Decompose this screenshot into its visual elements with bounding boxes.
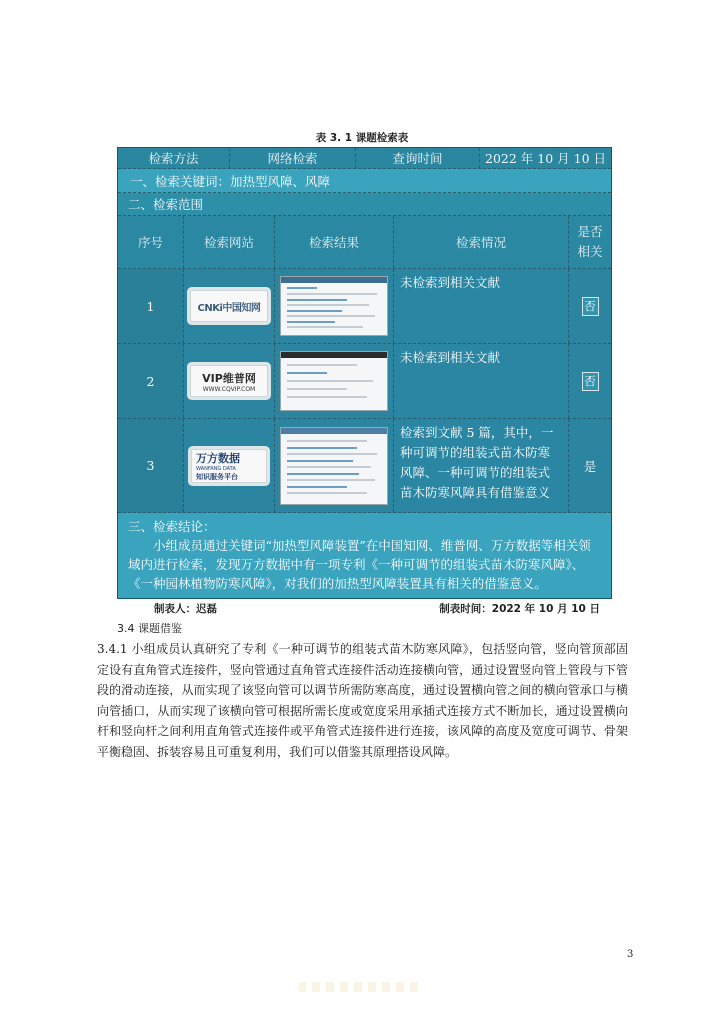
- keywords-row: [118, 169, 611, 193]
- result-screenshot: [280, 427, 388, 505]
- conclusion-title: 三、检索结论：: [128, 519, 216, 534]
- vip-logo: VIP维普网 WWW.CQVIP.COM: [190, 365, 268, 397]
- col-relevant: 是否相关: [577, 224, 603, 259]
- scope-text: 二、检索范围: [128, 197, 204, 212]
- time-label: 查询时间: [356, 148, 480, 168]
- method-label: 检索方法: [118, 148, 230, 168]
- time-value: 2022 年 10 月 10 日: [485, 151, 606, 166]
- conclusion-row: [118, 513, 611, 598]
- page-number: 3: [627, 949, 634, 960]
- result-screenshot-cell: [275, 419, 394, 512]
- search-table: [117, 147, 612, 599]
- result-screenshot-cell: [275, 344, 394, 418]
- table-row: [118, 269, 611, 344]
- wanfang-logo: 万方数据 WANFANG DATA 知识服务平台: [191, 449, 267, 483]
- faint-watermark: [298, 982, 422, 992]
- table-row: [118, 419, 611, 513]
- result-screenshot: [280, 276, 388, 336]
- row-relevant-cell: [569, 344, 611, 418]
- conclusion-body: 小组成员通过关键词“加热型风障装置”在中国知网、维普网、万方数据等相关领域内进行检索，发现万方数据中有一项专利《一种可调节的组装式苗木防寒风障》、《一种园林植物防寒风障》，对我们的加热型风障装置具有相关的借鉴意义。: [128, 538, 591, 591]
- table-maker: 制表人：迟磊: [154, 603, 217, 615]
- result-screenshot: [280, 351, 388, 411]
- table-header-row: [118, 148, 611, 169]
- body-paragraph: 3.4.1 小组成员认真研究了专利《一种可调节的组装式苗木防寒风障》，包括竖向管，竖向管顶部固定设有直角管式连接件，竖向管通过直角管式连接件活动连接横向管，通过设置竖向管上管段与下管段的滑动连接，从而实现了该竖向管可以调节所需防寒高度，通过设置横向管之间的横向管承口与横向管插口，从而实现了该横向管可根据所需长度或宽度采用承插式连接方式不断加长，通过设置横向杆和竖向杆之间利用直角管式连接件或平角管式连接件进行连接，该风障的高度及宽度可调节、骨架平衡稳固、拆装容易且可重复利用，我们可以借鉴其原理搭设风障。: [97, 642, 628, 759]
- row-relevant-cell: [569, 269, 611, 343]
- row-relevant: 是: [583, 458, 597, 474]
- row-seq: 1: [118, 269, 184, 343]
- keywords-text: 一、检索关键词：加热型风障、风障: [130, 173, 331, 189]
- scope-row: [118, 193, 611, 216]
- row-relevant: 否: [582, 297, 599, 316]
- col-status: 检索情况: [394, 216, 569, 268]
- col-site: 检索网站: [184, 216, 275, 268]
- row-status: 未检索到相关文献: [394, 344, 569, 418]
- section-title: 3.4 课题借鉴: [117, 622, 182, 635]
- column-header-row: [118, 216, 611, 269]
- method-value: 网络检索: [230, 148, 356, 168]
- site-logo-cell: [184, 344, 275, 418]
- table-caption: 表 3. 1 课题检索表: [315, 132, 409, 144]
- result-screenshot-cell: [275, 269, 394, 343]
- row-seq: 3: [118, 419, 184, 512]
- table-footer: [117, 601, 612, 616]
- cnki-logo: CNKi中国知网: [190, 290, 268, 322]
- row-relevant: 否: [582, 372, 599, 391]
- row-seq: 2: [118, 344, 184, 418]
- col-result: 检索结果: [275, 216, 394, 268]
- row-status: 检索到文献 5 篇，其中，一种可调节的组装式苗木防寒风障、一种可调节的组装式苗木防寒风障具有借鉴意义: [394, 419, 569, 512]
- row-status: 未检索到相关文献: [394, 269, 569, 343]
- table-date: 制表时间：2022 年 10 月 10 日: [439, 603, 600, 615]
- table-row: [118, 344, 611, 419]
- col-seq: 序号: [118, 216, 184, 268]
- site-logo-cell: [184, 269, 275, 343]
- site-logo-cell: [184, 419, 275, 512]
